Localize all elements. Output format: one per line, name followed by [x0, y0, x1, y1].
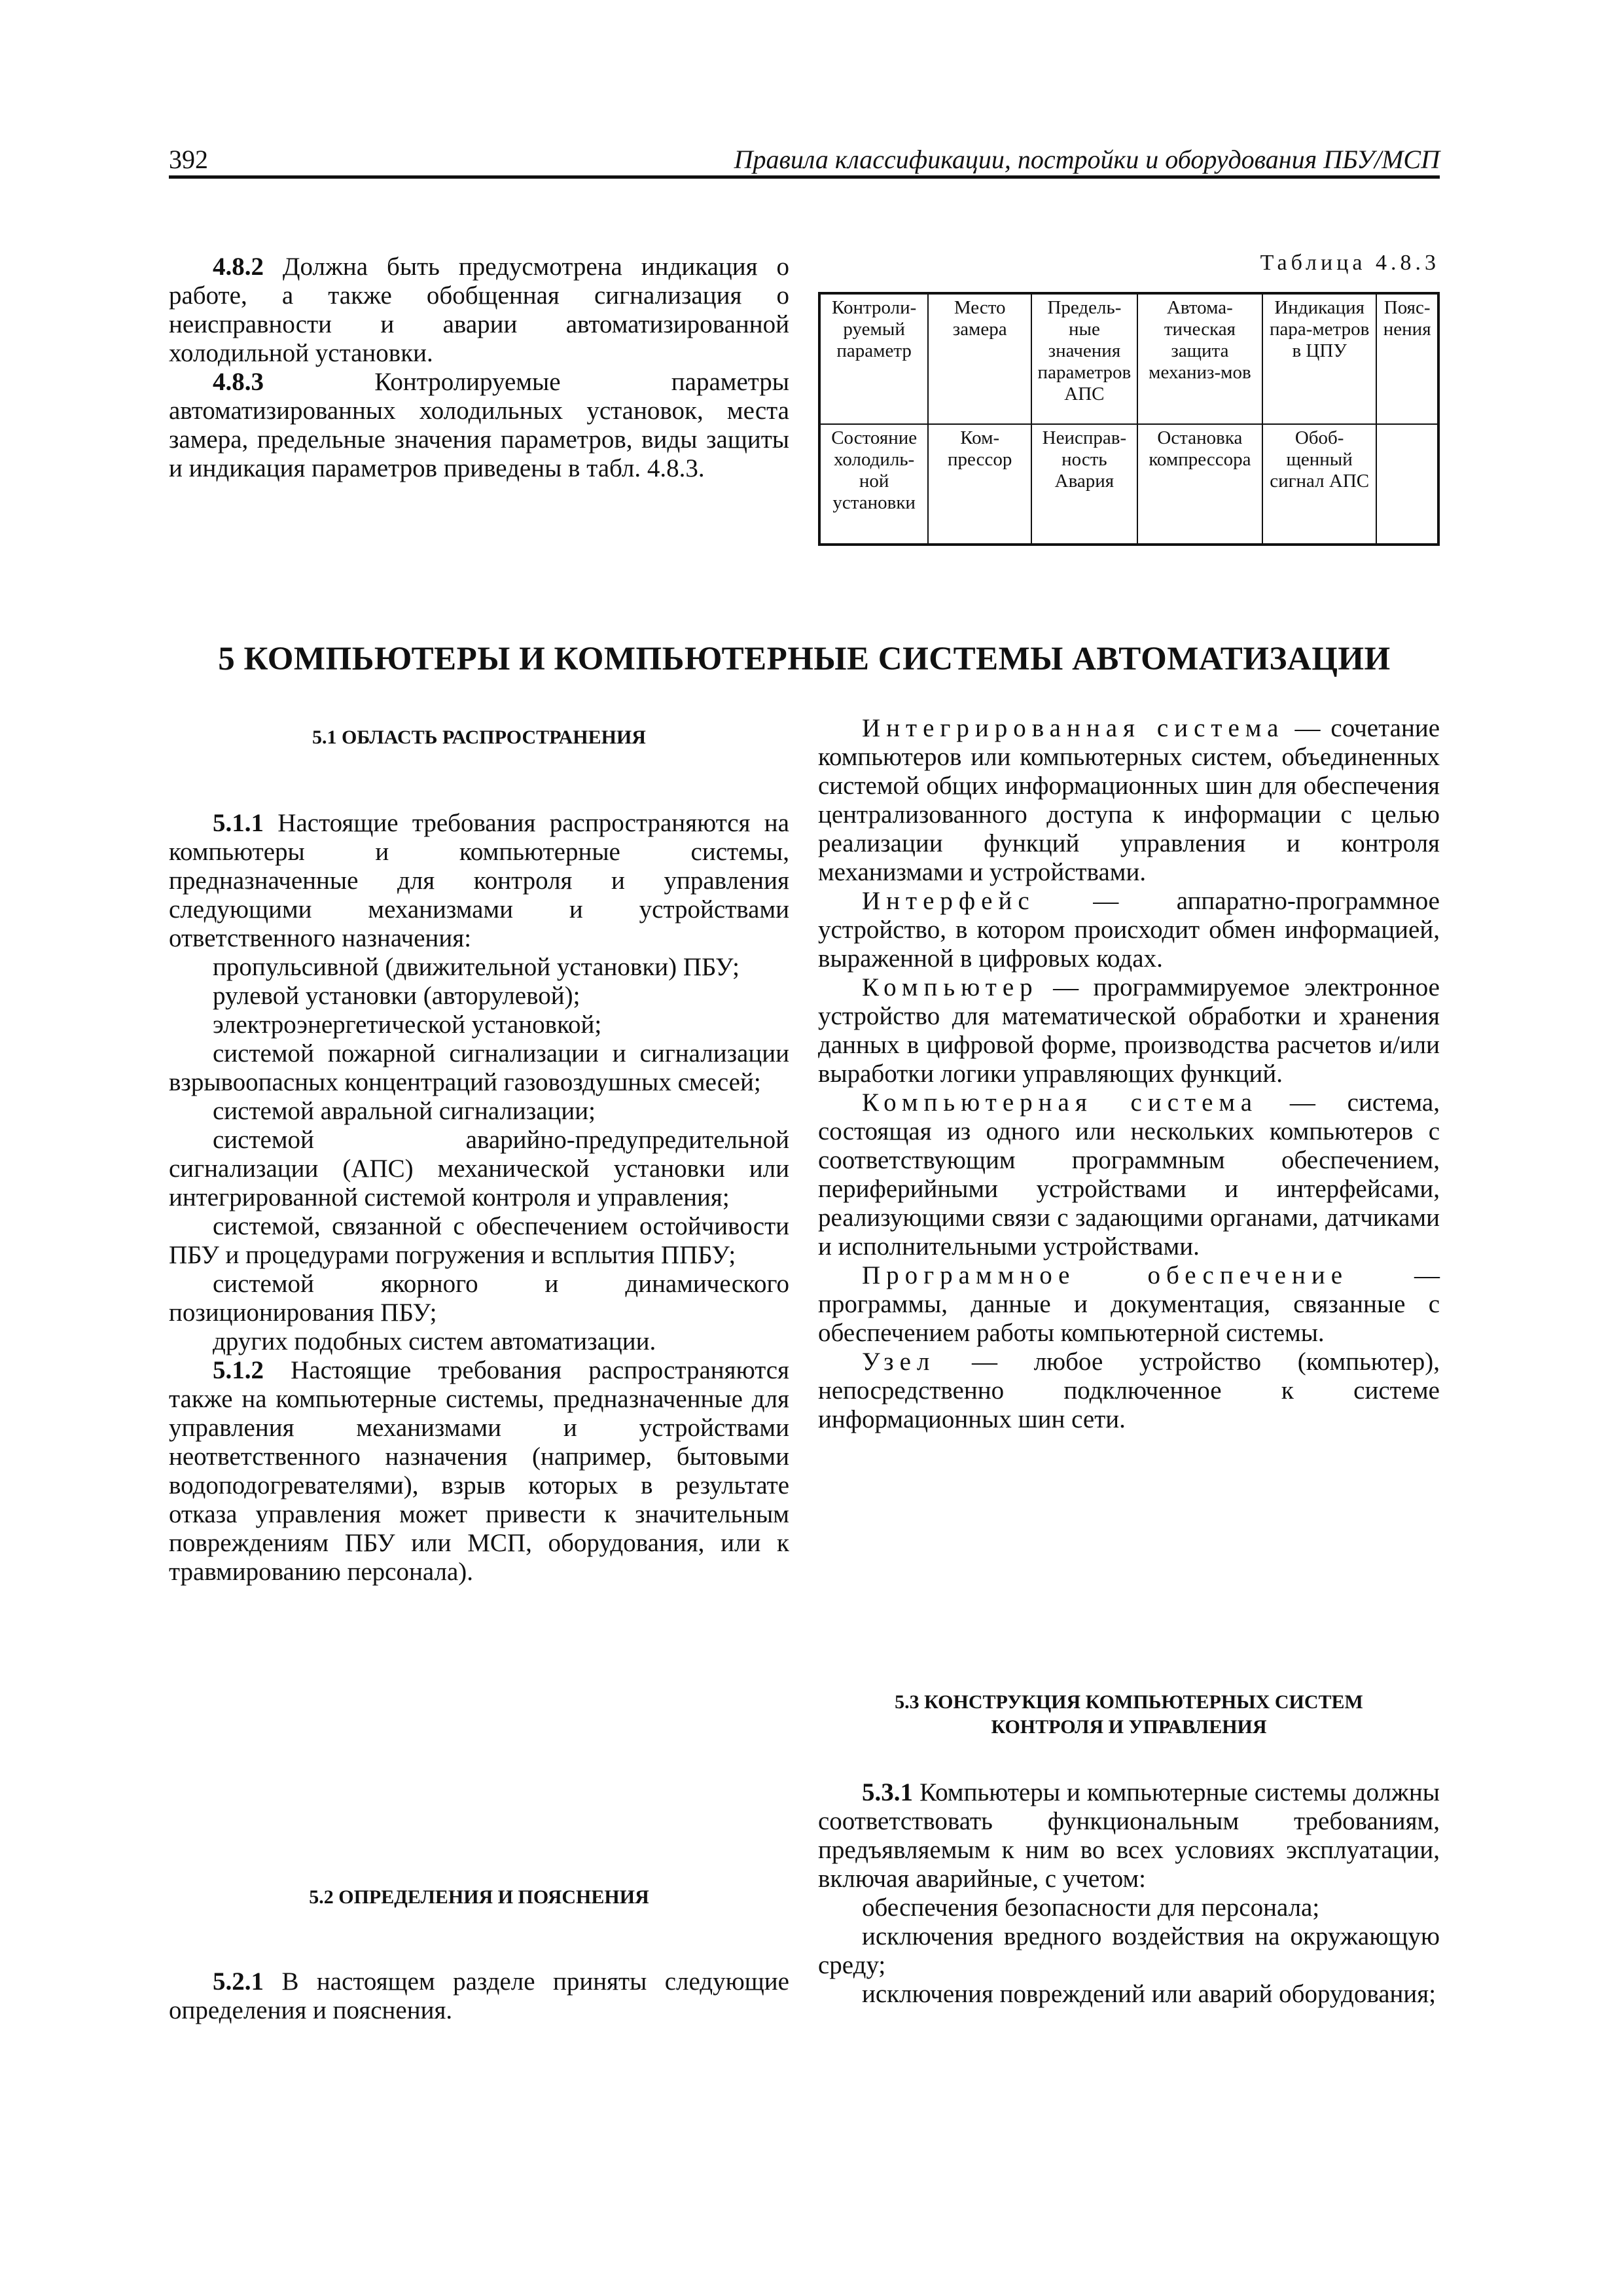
table-cell: [1376, 424, 1438, 545]
running-header: [169, 140, 1440, 179]
list-item: электроэнергетической установкой;: [213, 1011, 602, 1039]
table-header-cell: Автома-тическая защита механиз-мов: [1137, 293, 1262, 424]
paragraph-5-1-2: 5.1.2 Настоящие требования распространяются также на компьютерные системы, предназначенные для управления механизмами и устройствами неответственного назначения (например, бытовыми водоподогревателями), взрыв которых в результате отказа управления может привести к значительным повреждениям ПБУ или МСП, оборудования, или к травмированию персонала).: [169, 1356, 789, 1586]
list-item: системой, связанной с обеспечением остойчивости ПБУ и процедурами погружения и всплытия ППБУ;: [169, 1212, 789, 1269]
section-5-3-title-line1: 5.3 КОНСТРУКЦИЯ КОМПЬЮТЕРНЫХ СИСТЕМ: [895, 1691, 1363, 1713]
section-5-2-title: 5.2 ОПРЕДЕЛЕНИЯ И ПОЯСНЕНИЯ: [309, 1886, 649, 1908]
list-item: обеспечения безопасности для персонала;: [862, 1893, 1320, 1922]
table-cell: Остановка компрессора: [1137, 424, 1262, 545]
table-cell: Неисправ-ность Авария: [1031, 424, 1137, 545]
table-row: [819, 424, 1438, 545]
list-item: системой авральной сигнализации;: [213, 1097, 596, 1125]
list-item: системой якорного и динамического позиционирования ПБУ;: [169, 1270, 789, 1327]
table-4-8-3: [818, 292, 1440, 546]
left-column-body: [169, 809, 789, 1587]
list-item: исключения повреждений или аварий оборудования;: [862, 1980, 1436, 2008]
paragraph-5-2-1: 5.2.1 В настоящем разделе приняты следующие определения и пояснения.: [169, 1967, 789, 2024]
list-item: пропульсивной (движительной установки) ПБУ;: [213, 953, 740, 981]
table-caption: Таблица 4.8.3: [1260, 251, 1440, 275]
right-column-body: [818, 714, 1440, 1434]
table-cell: Ком-прессор: [928, 424, 1031, 545]
table-cell: Состояние холодиль-ной установки: [819, 424, 928, 545]
definition-integrated-system: Интегрированная система — сочетание компьютеров или компьютерных систем, объединенных системой общих информационных шин для обеспечения централизованного доступа к информации с целью реализации функций управления и контроля механизмами и устройствами.: [818, 714, 1440, 886]
section-5-1-title: 5.1 ОБЛАСТЬ РАСПРОСТРАНЕНИЯ: [312, 726, 646, 748]
section-5-3-title-line2: КОНТРОЛЯ И УПРАВЛЕНИЯ: [991, 1716, 1267, 1738]
list-item: рулевой установки (авторулевой);: [213, 982, 580, 1010]
list-item: исключения вредного воздействия на окружающую среду;: [818, 1922, 1440, 1979]
list-item: системой пожарной сигнализации и сигнализации взрывоопасных концентраций газовоздушных смесей;: [169, 1039, 789, 1096]
table-header-cell: Индикация пара-метров в ЦПУ: [1262, 293, 1376, 424]
paragraph-4-8-2: 4.8.2 Должна быть предусмотрена индикация о работе, а также обобщенная сигнализация о неисправности и аварии автоматизированной холодильной установки.: [169, 253, 789, 367]
list-item: системой аварийно-предупредительной сигнализации (АПС) механической установки или интегрированной системой контроля и управления;: [169, 1126, 789, 1211]
table-header-row: [819, 293, 1438, 424]
chapter-title: 5 КОМПЬЮТЕРЫ И КОМПЬЮТЕРНЫЕ СИСТЕМЫ АВТОМАТИЗАЦИИ: [218, 641, 1391, 677]
paragraph-5-3-1: 5.3.1 Компьютеры и компьютерные системы должны соответствовать функциональным требованиям, предъявляемым к ним во всех условиях эксплуатации, включая аварийные, с учетом:: [818, 1778, 1440, 1893]
definition-computer: Компьютер — программируемое электронное устройство для математической обработки и хранения данных в цифровой форме, производства расчетов и/или выработки логики управляющих функций.: [818, 973, 1440, 1088]
running-title: Правила классификации, постройки и оборудования ПБУ/МСП: [734, 145, 1440, 174]
table-header-cell: Место замера: [928, 293, 1031, 424]
right-column-5-3: [818, 1778, 1440, 2009]
top-left-column: [169, 253, 789, 483]
page-number: 392: [169, 145, 208, 174]
paragraph-5-1-1: 5.1.1 Настоящие требования распространяются на компьютеры и компьютерные системы, предназначенные для контроля и управления следующими механизмами и устройствами ответственного назначения:: [169, 809, 789, 952]
table-header-cell: Пояс-нения: [1376, 293, 1438, 424]
definition-software: Программное обеспечение — программы, данные и документация, связанные с обеспечением работы компьютерной системы.: [818, 1261, 1440, 1347]
left-column-5-2: [169, 1967, 789, 2025]
definition-interface: Интерфейс — аппаратно-программное устройство, в котором происходит обмен информацией, выраженной в цифровых кодах.: [818, 887, 1440, 973]
definition-computer-system: Компьютерная система — система, состоящая из одного или нескольких компьютеров с соответствующим программным обеспечением, периферийными устройствами и интерфейсами, реализующими связи с задающими органами, датчиками и исполнительными устройствами.: [818, 1088, 1440, 1261]
table-cell: Обоб-щенный сигнал АПС: [1262, 424, 1376, 545]
table-header-cell: Контроли-руемый параметр: [819, 293, 928, 424]
list-item: других подобных систем автоматизации.: [213, 1327, 656, 1355]
paragraph-4-8-3: 4.8.3 Контролируемые параметры автоматизированных холодильных установок, места замера, предельные значения параметров, виды защиты и индикация параметров приведены в табл. 4.8.3.: [169, 368, 789, 482]
header-rule: [169, 175, 1440, 179]
section-5-3-title: [818, 1690, 1440, 1740]
definition-node: Узел — любое устройство (компьютер), непосредственно подключенное к системе информационных шин сети.: [818, 1348, 1440, 1433]
table-header-cell: Предель-ные значения параметров АПС: [1031, 293, 1137, 424]
